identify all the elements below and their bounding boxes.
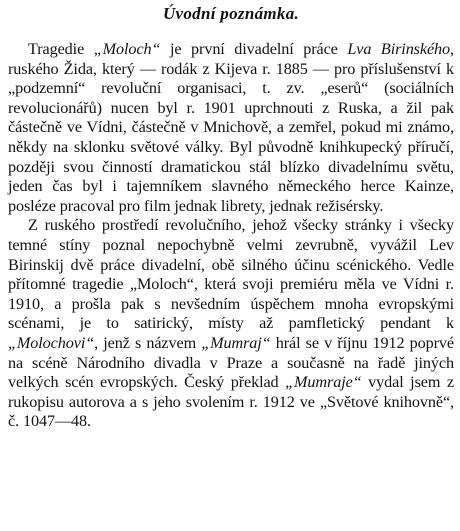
page-title: Úvodní poznámka. [162,4,300,23]
italic-text: „Mumraj“ [201,333,271,352]
text-run: , jenž s názvem [94,333,202,352]
italic-text: „Mumraje“ [285,373,362,392]
body-text [8,40,454,432]
text-run: hrál se v říjnu 1912 poprvé na scéně Národního divadla v Praze a současně na řadě jiných velkých scén evropských. Český překlad [8,333,454,392]
italic-text: „Moloch“ [93,40,161,58]
italic-text: Lva Birinského [347,40,451,58]
paragraph [8,216,454,432]
paragraph [8,40,454,216]
text-run: , ruského Žida, který — rodák z Kijeva r. 1885 — pro příslušenství k „podzemní“ revoluční organisaci, t. zv. „eserů“ (sociálních revolucionářů) nucen byl r. 1901 uprchnouti z Ruska, a žil pak částečně ve Vídni, částečně v Mnichově, a zemřel, pokud mi známo, někdy na sklonku světové války. Byl původně knihkupecký příručí, později svou činností dramatickou stál blízko divadelnímu světu, jeden čas byl i tajemníkem slavného německého herce Kainze, posléze pracoval pro film jednak librety, jednak režisérsky. [8,40,454,215]
document-page [8,4,454,432]
text-run: je první divadelní práce [160,40,348,58]
text-run: vydal jsem z rukopisu autorova a s jeho svolením r. 1912 ve „Světové knihovně“, č. 1047—48. [8,373,454,431]
italic-text: „Molochovi“ [8,333,95,352]
text-run: Tragedie [28,40,94,58]
text-run: Z ruského prostředí revolučního, jehož všecky stránky i všecky temné stíny poznal nepochybně velmi zevrubně, vyvážil Lev Birinskij dvě práce divadelní, obě silného účinu scénického. Vedle přítomné tragedie „Moloch“, která svoji premiéru měla ve Vídni r. 1910, a prošla pak s nevšedním úspěchem mnoha evropskými scénami, je to satirický, místy až pamfletický pendant k [8,216,454,333]
